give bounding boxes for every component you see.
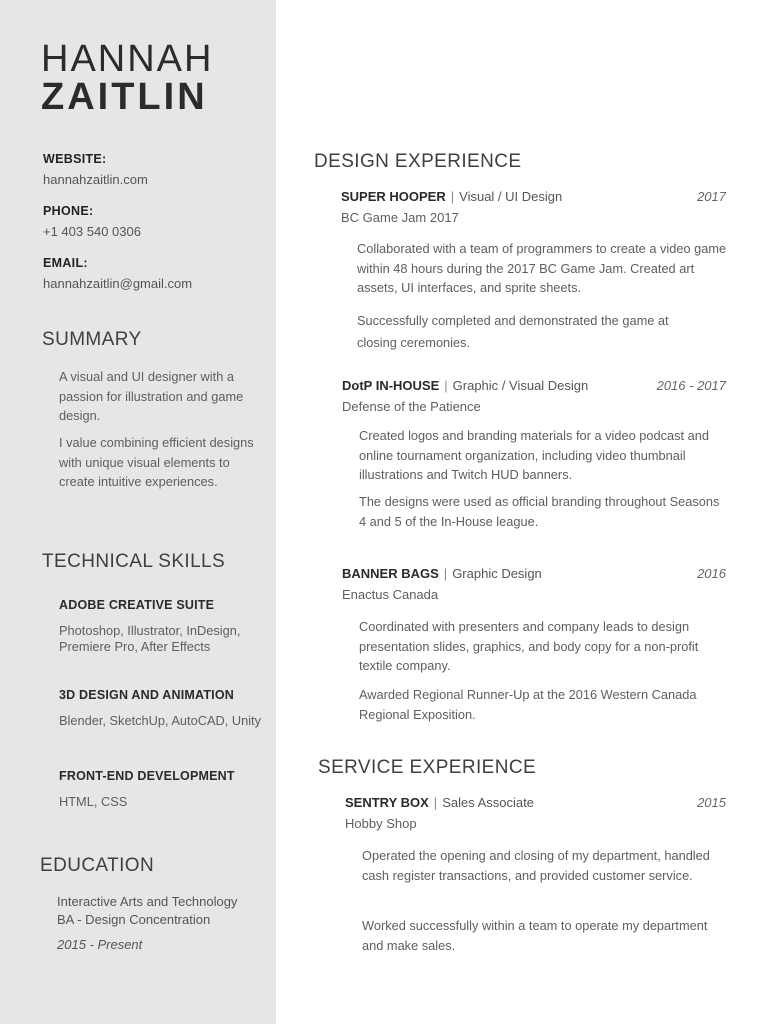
education-degree: BA - Design Concentration xyxy=(57,912,211,927)
job-description: Successfully completed and demonstrated the game at closing ceremonies. xyxy=(357,313,669,350)
job-header xyxy=(342,378,588,393)
skill-title-3d: 3D DESIGN AND ANIMATION xyxy=(59,688,234,702)
job-company: SENTRY BOX xyxy=(345,795,429,810)
design-experience-title: DESIGN EXPERIENCE xyxy=(314,151,522,172)
job-role: Visual / UI Design xyxy=(459,189,563,204)
skill-title-adobe: ADOBE CREATIVE SUITE xyxy=(59,598,215,612)
skill-detail-frontend: HTML, CSS xyxy=(59,794,128,809)
job-description: Operated the opening and closing of my department, handled cash register transactions, and provided customer service. xyxy=(362,848,710,883)
job-company: DotP IN-HOUSE xyxy=(342,378,440,393)
phone-label: PHONE: xyxy=(43,204,94,218)
job-role: Sales Associate xyxy=(442,795,534,810)
email-label: EMAIL: xyxy=(43,256,88,270)
job-company: SUPER HOOPER xyxy=(341,189,446,204)
job-separator: | xyxy=(443,566,448,581)
sidebar xyxy=(0,0,276,1024)
job-role: Graphic / Visual Design xyxy=(452,378,589,393)
website-value[interactable]: hannahzaitlin.com xyxy=(43,172,148,187)
job-company: BANNER BAGS xyxy=(342,566,439,581)
job-organization: BC Game Jam 2017 xyxy=(341,210,459,225)
job-separator: | xyxy=(450,189,455,204)
email-value[interactable]: hannahzaitlin@gmail.com xyxy=(43,276,193,291)
job-description: Awarded Regional Runner-Up at the 2016 Western Canada Regional Exposition. xyxy=(359,687,697,722)
education-program: Interactive Arts and Technology xyxy=(57,894,238,909)
job-organization: Hobby Shop xyxy=(345,816,417,831)
job-organization: Enactus Canada xyxy=(342,587,439,602)
job-separator: | xyxy=(433,795,438,810)
education-dates: 2015 - Present xyxy=(57,937,143,952)
service-experience-title: SERVICE EXPERIENCE xyxy=(318,757,537,778)
summary-paragraph-1: A visual and UI designer with a passion for illustration and game design. xyxy=(59,369,244,423)
main-content xyxy=(276,0,768,1024)
job-year: 2016 - 2017 xyxy=(656,378,726,393)
job-description: Collaborated with a team of programmers to create a video game within 48 hours during the 2017 BC Game Jam. Created art assets, UI interfaces, and sprite sheets. xyxy=(357,241,727,295)
job-description: The designs were used as official branding throughout Seasons 4 and 5 of the In-House league. xyxy=(359,494,720,529)
job-description: Worked successfully within a team to operate my department and make sales. xyxy=(362,918,708,953)
job-description: Coordinated with presenters and company leads to design presentation slides, graphics, and body copy for a non-profit textile company. xyxy=(359,619,699,673)
job-organization: Defense of the Patience xyxy=(342,399,481,414)
job-role: Graphic Design xyxy=(452,566,542,581)
job-year: 2017 xyxy=(697,189,726,204)
education-title: EDUCATION xyxy=(40,855,155,876)
website-label: WEBSITE: xyxy=(43,152,107,166)
summary-title: SUMMARY xyxy=(42,329,142,350)
name-last: ZAITLIN xyxy=(41,76,208,118)
skills-title: TECHNICAL SKILLS xyxy=(42,551,226,572)
summary-paragraph-2: I value combining efficient designs with unique visual elements to create intuitive experiences. xyxy=(59,435,254,489)
job-separator: | xyxy=(444,378,448,393)
job-header xyxy=(342,566,542,581)
skill-title-frontend: FRONT-END DEVELOPMENT xyxy=(59,769,235,783)
job-header xyxy=(341,189,562,204)
phone-value[interactable]: +1 403 540 0306 xyxy=(43,224,141,239)
skill-detail-adobe: Photoshop, Illustrator, InDesign, Premiere Pro, After Effects xyxy=(59,623,241,654)
job-year: 2016 xyxy=(697,566,726,581)
job-year: 2015 xyxy=(697,795,726,810)
job-header xyxy=(345,795,534,810)
skill-detail-3d: Blender, SketchUp, AutoCAD, Unity xyxy=(59,713,262,728)
job-description: Created logos and branding materials for a video podcast and online tournament organization, including video thumbnail illustrations and Twitch HUD banners. xyxy=(359,428,710,482)
name-first: HANNAH xyxy=(41,38,214,80)
